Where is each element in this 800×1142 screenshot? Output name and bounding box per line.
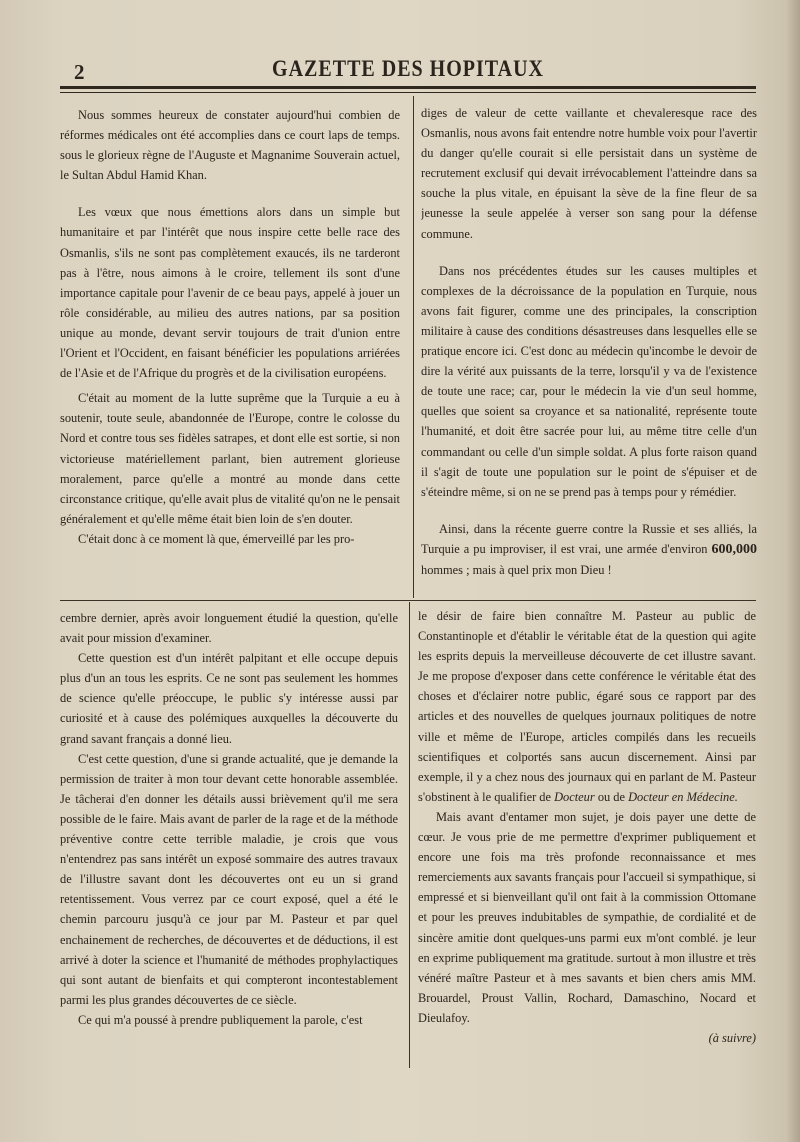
column-divider-bottom [409,602,410,1068]
page-number: 2 [74,60,85,84]
paragraph-text: Ainsi, dans la récente guerre contre la Russie et ses alliés, la Turquie a pu improviser, il est vrai, une armée d'environ [421,521,757,556]
header-rule-thick [60,86,756,89]
paragraph [418,807,756,1028]
paragraph [421,519,757,580]
paragraph-text: Mais avant d'entamer mon sujet, je dois payer une dette de cœur. Je vous prie de me permettre d'exprimer publiquement et encore une fois ma très profonde reconnaissance et mes remerciements aux savants français pour l'accueil si sympathique, si empressé et si bienveillant qu'il ont fait à la commission Ottomane et pour les preuves indubitables de sympathie, de cordialité et de sincère amitie dont quelques-uns parmi eux m'ont comblé. je leur en exprime publiquement ma gratitude. surtout à mon illustre et très vénéré maître Pasteur et à mes savants et bien chers amis [418,809,756,985]
paragraph-text: le désir de faire bien connaître M. Pasteur au public de Constantinople et d'établir le véritable état de la question qui agite les esprits depuis la merveilleuse découverte de cet illustre savant. Je me propose d'exposer dans cette conférence le véritable état des choses et d'éclairer notre public, égaré sous ce rapport par des articles et des nouvelles de quelques journaux politiques de notre ville et même de l'Europe, articles compilés dans les recueils scientifiques et colportés sans aucun discernement. Ainsi par exemple, il y a chez nous des journaux qui en parlant de M. Pasteur s'obstinent à le qualifier de [418,609,756,804]
paragraph: diges de valeur de cette vaillante et chevaleresque race des Osmanlis, nous avons fait entendre notre humble voix pour l'avertir du danger qu'elle courait si elle persistait dans un système de recrutement exclusif qui devait irrévocablement l'atteindre dans sa souche la plus vitale, en épuisant la sève de la fine fleur de sa jeunesse la seule appelée à verser son sang pour la défense commune. [421,106,757,241]
column-divider-top [413,96,414,598]
article-column-top-left [60,105,400,597]
article-column-bottom-left [60,608,398,1068]
paragraph: Dans nos précédentes études sur les causes multiples et complexes de la décroissance de la population en Turquie, nous avons fait figurer, comme une des principales, la conscription militaire à cause des conditions désastreuses dans lesquelles elle se pratique encore ici. C'est donc au médecin qu'incombe le devoir de dire la vérité aux puissants de la terre, lorsqu'il y va de l'existence de toute une race; car, pour le médecin la vie d'un seul homme, quelles que soient sa croyance et sa nationalité, représente toute l'humanité, et doit être sacrée pour lui, au même titre celle d'un commandant ou celle d'un simple soldat. A plus forte raison quand il s'agit de toute une population sur le point de s'épuiser et de s'éteindre même, si on ne se prend pas à temps pour y rémédier. [421,263,757,499]
article-column-bottom-right [418,606,756,1068]
paragraph: Les vœux que nous émettions alors dans un simple but humanitaire et par l'intérêt que nous inspire cette belle race des Osmanlis, s'ils ne sont pas complètement exaucés, ils ne tarderont pas à l'être, nous aimons à le croire, tellement ils sont d'une importance capitale pour l'avenir de ce beau pays, appelé à jouer un rôle considérable, au milieu des autres nations, par sa position unique au monde, devant servir toujours de trait d'union entre l'Orient et l'Occident, en faisant bénéficier les populations arriérées de l'Asie et de l'Afrique du progrès et de la civilisation européens. [60,205,400,381]
page-edge-shadow [786,0,800,1142]
paragraph: Cette question est d'un intérêt palpitant et elle occupe depuis plus d'un an tous les esprits. Ce ne sont pas seulement les hommes de science qu'elle préoccupe, le public s'y intéresse aussi par curiosité et à cause des polémiques auxquelles la découverte du grand savant français a donné lieu. [60,651,398,746]
paragraph [418,606,756,807]
paragraph-text: ou de [597,789,625,804]
header-rule-thin [60,92,756,93]
paragraph: C'est cette question, d'une si grande actualité, que je demande la permission de traiter à mon tour devant cette honorable assemblée. Je tâcherai d'en donner les détails aussi brièvement qu'il me sera possible de le faire. Mais avant de parler de la rage et de la méthode préventive contre cette terrible maladie, je crois que vous n'entendrez pas sans intérêt un exposé sommaire des autres travaux de l'illustre savant dont les découvertes ont eu un si grand retentissement. Vous verrez par ce court exposé, quel a été le chemin parcouru jusqu'à ce jour par M. Pasteur et par quel enchainement de recherches, de découvertes et de déductions, il est arrivé à doter la science et l'humanité de méthodes prophylactiques qui sont autant de bienfaits et qui compteront incontestablement parmi les plus grandes découvertes de ce siècle. [60,751,398,1007]
army-size-number: 600,000 [711,541,757,557]
emphasis-title: Docteur [554,789,595,804]
paragraph: Nous sommes heureux de constater aujourd'hui combien de réformes médicales ont été accomplies dans ce court laps de temps. sous le glorieux règne de l'Auguste et Magnanime Souverain actuel, le Sultan Abdul Hamid Khan. [60,108,400,183]
paragraph-text: hommes ; mais à quel prix mon Dieu ! [421,562,612,577]
paragraph: C'était au moment de la lutte suprême que la Turquie a eu à soutenir, toute seule, abandonnée de l'Europe, contre le colosse du Nord et contre tous ses fidèles satrapes, et dont elle est sortie, si non victorieuse matériellement parlant, bien autrement glorieuse moralement, parce qu'elle a montré au monde dans cette circonstance critique, qu'elle avait plus de vitalité qu'on ne le pensait généralement et qu'elle même était bien loin de s'en douter. [60,391,400,526]
section-divider [60,600,756,601]
emphasis-title: Docteur en Médecine. [628,789,738,804]
article-column-top-right [421,103,757,597]
page-header [60,58,756,88]
to-be-continued: (à suivre) [708,1030,756,1045]
names-list: MM. Brouardel, Proust Vallin, Rochard, Damaschino, Nocard et Dieulafoy. [418,970,756,1025]
paragraph: C'était donc à ce moment là que, émerveillé par les pro- [78,531,355,546]
paragraph: Ce qui m'a poussé à prendre publiquement la parole, c'est [78,1012,363,1027]
journal-title: GAZETTE DES HOPITAUX [272,56,544,82]
paragraph: cembre dernier, après avoir longuement étudié la question, qu'elle avait pour mission d'examiner. [60,611,398,646]
